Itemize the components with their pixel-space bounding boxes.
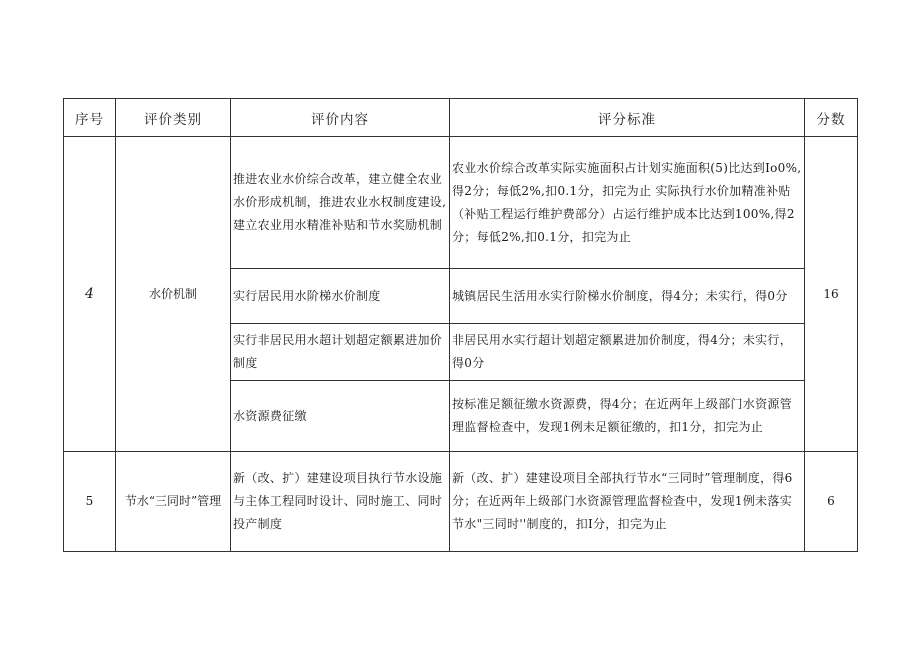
evaluation-table bbox=[63, 98, 858, 552]
category-cell: 节水“三同时”管理 bbox=[116, 452, 231, 552]
standard-cell: 城镇居民生活用水实行阶梯水价制度，得4分；未实行，得0分 bbox=[450, 269, 805, 324]
content-cell: 推进农业水价综合改革，建立健全农业水价形成机制，推进农业水权制度建设,建立农业用水精准补贴和节水奖励机制 bbox=[231, 137, 450, 269]
header-seq: 序号 bbox=[64, 99, 116, 137]
content-cell: 实行居民用水阶梯水价制度 bbox=[231, 269, 450, 324]
header-row bbox=[64, 99, 858, 137]
header-category: 评价类别 bbox=[116, 99, 231, 137]
header-standard: 评分标准 bbox=[450, 99, 805, 137]
standard-cell: 新（改、扩）建建设项目全部执行节水“三同时”管理制度，得6分；在近两年上级部门水资源管理监督检查中，发现1例未落实节水"三同时''制度的，扣I分，扣完为止 bbox=[450, 452, 805, 552]
content-cell: 新（改、扩）建建设项目执行节水设施与主体工程同时设计、同时施工、同时投产制度 bbox=[231, 452, 450, 552]
content-cell: 实行非居民用水超计划超定额累进加价制度 bbox=[231, 324, 450, 381]
header-score: 分数 bbox=[805, 99, 858, 137]
score-cell: 16 bbox=[805, 137, 858, 452]
seq-cell: 5 bbox=[64, 452, 116, 552]
standard-cell: 非居民用水实行超计划超定额累进加价制度，得4分；未实行，得0分 bbox=[450, 324, 805, 381]
standard-cell: 按标准足额征缴水资源费，得4分；在近两年上级部门水资源管理监督检查中，发现1例未足额征缴的，扣1分，扣完为止 bbox=[450, 381, 805, 452]
table-row bbox=[64, 452, 858, 552]
seq-cell: 4 bbox=[64, 137, 116, 452]
standard-cell: 农业水价综合改革实际实施面积占计划实施面积(5)比达到Io0%,得2分；每低2%,扣0.1分，扣完为止 实际执行水价加精准补贴（补贴工程运行维护费部分）占运行维护成本比达到100%,得2分；每低2%,扣0.1分，扣完为止 bbox=[450, 137, 805, 269]
content-cell: 水资源费征缴 bbox=[231, 381, 450, 452]
score-cell: 6 bbox=[805, 452, 858, 552]
category-cell: 水价机制 bbox=[116, 137, 231, 452]
table-row bbox=[64, 137, 858, 269]
header-content: 评价内容 bbox=[231, 99, 450, 137]
